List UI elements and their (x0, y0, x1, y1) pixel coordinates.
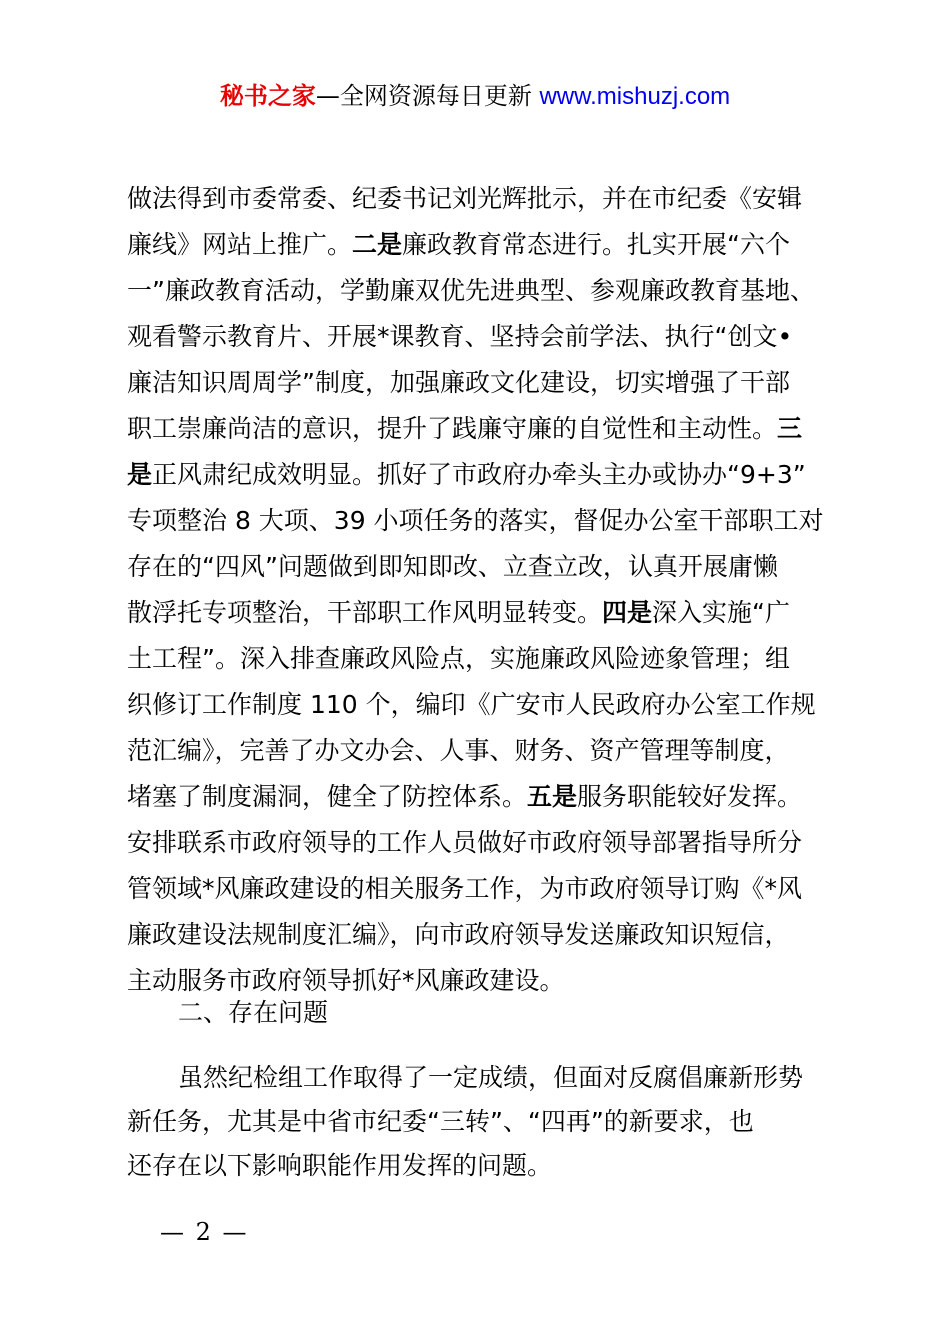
text-line: 散浮托专项整治，干部职工作风明显转变。四是深入实施“广 (127, 598, 790, 627)
text-line: 织修订工作制度 110 个，编印《广安市人民政府办公室工作规 (127, 690, 816, 719)
site-brand: 秘书之家 (219, 82, 316, 110)
site-slogan: —全网资源每日更新 (315, 82, 532, 110)
text-line: 廉洁知识周周学”制度，加强廉政文化建设，切实增强了干部 (127, 368, 790, 397)
text-line: 一”廉政教育活动，学勤廉双优先进典型、参观廉政教育基地、 (127, 276, 815, 305)
text-line: 做法得到市委常委、纪委书记刘光辉批示，并在市纪委《安辑 (127, 184, 803, 213)
section-heading: 二、存在问题 (178, 998, 329, 1027)
text-line: 安排联系市政府领导的工作人员做好市政府领导部署指导所分 (127, 828, 803, 857)
bold-marker: 是 (127, 460, 153, 489)
site-url-link[interactable]: www.mishuzj.com (539, 83, 731, 110)
text-line: 观看警示教育片、开展*课教育、坚持会前学法、执行“创文• (127, 322, 793, 351)
bold-marker: 二是 (352, 230, 403, 259)
body-paragraph (127, 176, 833, 1004)
text-line: 专项整治 8 大项、39 小项任务的落实，督促办公室干部职工对 (127, 506, 824, 535)
text-line: 范汇编》，完善了办文办会、人事、财务、资产管理等制度， (127, 736, 790, 765)
problem-paragraph (127, 1056, 833, 1188)
text-line: 职工崇廉尚洁的意识，提升了践廉守廉的自觉性和主动性。三 (127, 414, 803, 443)
text-line: 新任务，尤其是中省市纪委“三转”、“四再”的新要求，也 (127, 1107, 754, 1136)
text-line: 存在的“四风”问题做到即知即改、立查立改，认真开展庸懒 (127, 552, 778, 581)
text-line: 是正风肃纪成效明显。抓好了市政府办牵头主办或协办“9+3” (127, 460, 806, 489)
text-line: 还存在以下影响职能作用发挥的问题。 (127, 1151, 553, 1180)
text-line: 土工程”。深入排查廉政风险点，实施廉政风险迹象管理；组 (127, 644, 790, 673)
site-header (0, 80, 950, 113)
text-line: 主动服务市政府领导抓好*风廉政建设。 (127, 966, 565, 995)
bold-marker: 五是 (527, 782, 578, 811)
text-line: 廉线》网站上推广。二是廉政教育常态进行。扎实开展“六个 (127, 230, 790, 259)
text-line: 管领域*风廉政建设的相关服务工作，为市政府领导订购《*风 (127, 874, 803, 903)
page-number: — 2 — (160, 1218, 249, 1246)
text-line: 虽然纪检组工作取得了一定成绩，但面对反腐倡廉新形势 (178, 1063, 804, 1092)
text-line: 堵塞了制度漏洞，健全了防控体系。五是服务职能较好发挥。 (127, 782, 803, 811)
bold-marker: 三 (777, 414, 803, 443)
text-line: 廉政建设法规制度汇编》，向市政府领导发送廉政知识短信， (127, 920, 790, 949)
bold-marker: 四是 (602, 598, 653, 627)
